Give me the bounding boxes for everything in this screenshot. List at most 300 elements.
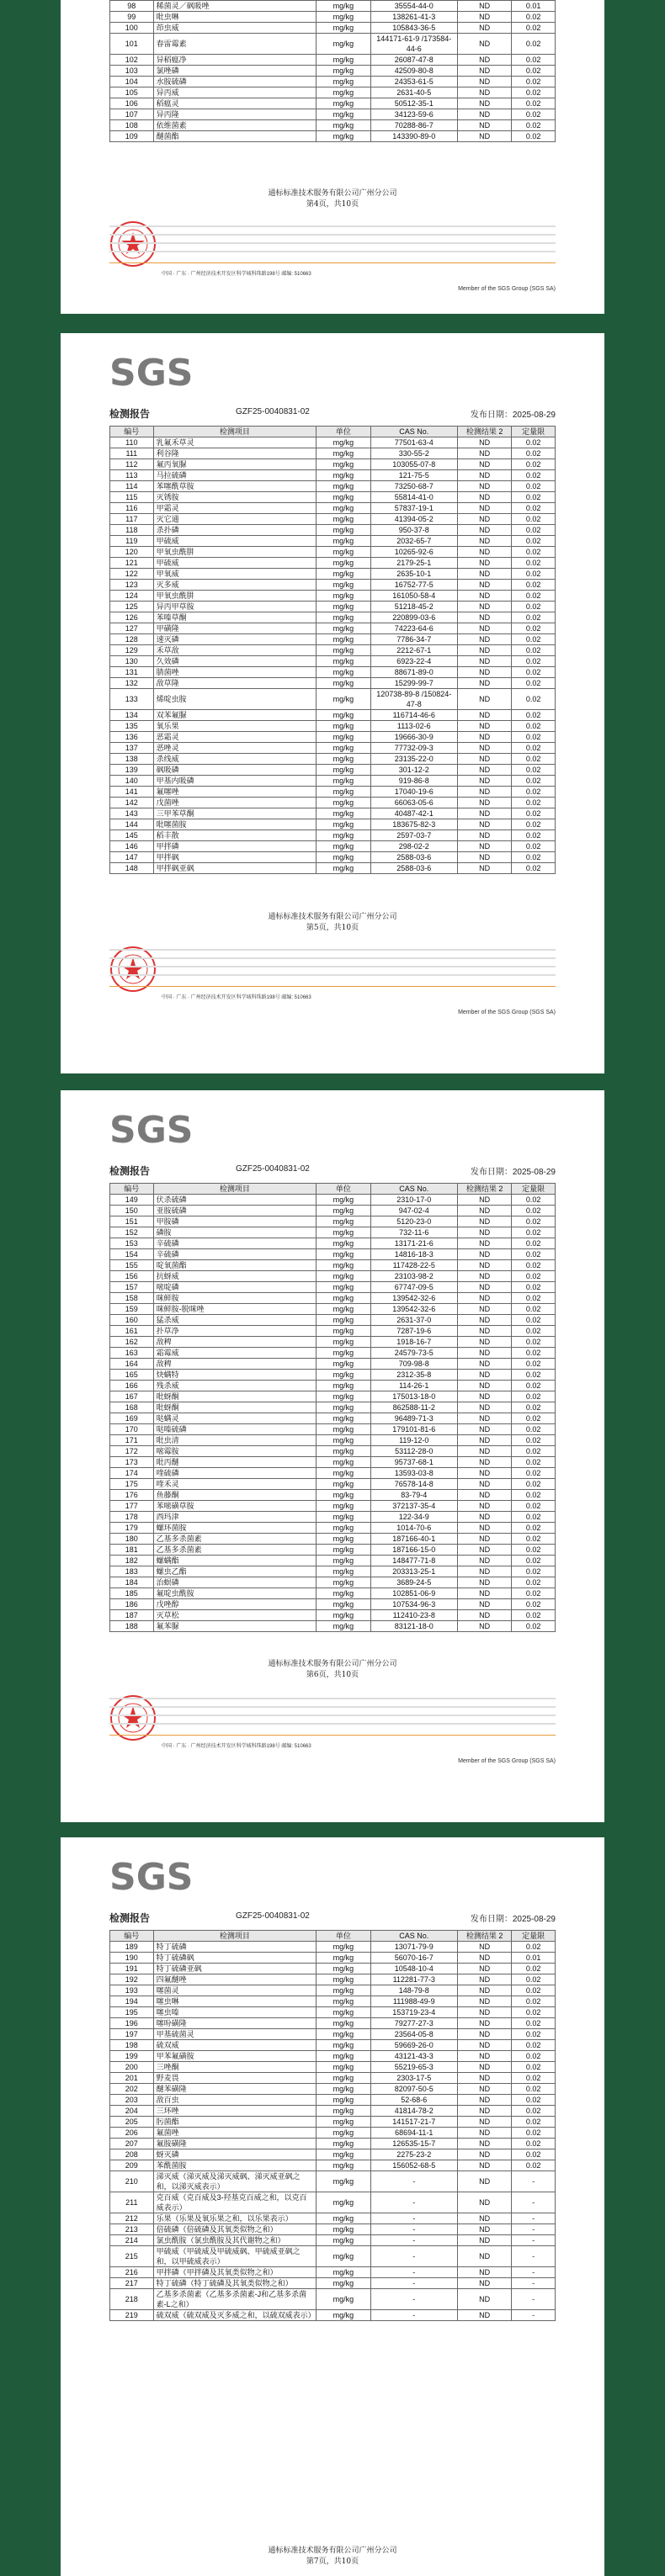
table-cell: 161050-58-4 [370, 591, 457, 602]
table-cell: 143390-89-0 [370, 131, 457, 142]
table-cell: 硫双威（硫双威及灭多威之和，以硫双威表示） [153, 2310, 317, 2321]
table-cell: 156052-68-5 [370, 2160, 457, 2171]
table-cell: mg/kg [317, 492, 371, 503]
table-cell: mg/kg [317, 547, 371, 558]
table-cell: mg/kg [317, 1468, 371, 1479]
table-cell: mg/kg [317, 470, 371, 481]
table-cell: 0.02 [512, 743, 556, 754]
table-cell: 氯唑磷 [153, 66, 317, 77]
table-cell: mg/kg [317, 1953, 371, 1964]
table-cell: 0.02 [512, 514, 556, 525]
table-cell: ND [457, 1227, 512, 1238]
table-cell: 甲拌砜亚砜 [153, 863, 317, 874]
table-cell: 0.02 [512, 612, 556, 623]
table-cell: 灭它通 [153, 514, 317, 525]
table-cell: 95737-68-1 [370, 1457, 457, 1468]
report-title: 检测报告 [109, 1165, 151, 1177]
report-header [109, 1909, 556, 1926]
table-cell: 127 [110, 623, 154, 634]
results-table-4 [109, 1930, 556, 2321]
table-cell: ND [457, 547, 512, 558]
table-cell: ND [457, 623, 512, 634]
table-row [110, 459, 556, 470]
table-cell: 0.02 [512, 667, 556, 678]
table-cell: mg/kg [317, 710, 371, 721]
table-cell: 14816-18-3 [370, 1249, 457, 1260]
report-date: 发布日期：2025-08-29 [470, 411, 556, 420]
table-cell: 0.01 [512, 1953, 556, 1964]
table-row [110, 721, 556, 732]
table-row [110, 667, 556, 678]
table-cell: 恶唑灵 [153, 743, 317, 754]
table-cell: 氯虫酰胺（氯虫酰胺及其代谢物之和） [153, 2235, 317, 2246]
table-cell: 0.02 [512, 1942, 556, 1953]
table-cell: - [512, 2171, 556, 2192]
table-cell: mg/kg [317, 2073, 371, 2084]
table-cell: 甲霜灵 [153, 503, 317, 514]
page-number: 第5页，共10页 [306, 924, 359, 932]
table-cell: 0.02 [512, 569, 556, 580]
table-cell: 121-75-5 [370, 470, 457, 481]
table-cell: mg/kg [317, 558, 371, 569]
table-cell: mg/kg [317, 602, 371, 612]
table-cell: ND [457, 1282, 512, 1293]
table-cell: mg/kg [317, 721, 371, 732]
table-cell: 199 [110, 2051, 154, 2062]
column-header: CAS No. [370, 1184, 457, 1195]
column-header: 单位 [317, 427, 371, 437]
table-cell: 恶霜灵 [153, 732, 317, 743]
table-cell: ND [457, 98, 512, 109]
divider [109, 262, 556, 263]
table-cell: - [512, 2224, 556, 2235]
table-cell: 水胺硫磷 [153, 77, 317, 87]
table-cell: 103055-07-8 [370, 459, 457, 470]
table-cell: 176 [110, 1490, 154, 1501]
table-cell: 123 [110, 580, 154, 591]
table-cell: 73250-68-7 [370, 481, 457, 492]
table-cell: 2310-17-0 [370, 1195, 457, 1206]
table-cell: 0.02 [512, 120, 556, 131]
table-cell: ND [457, 787, 512, 798]
report-title: 检测报告 [109, 408, 151, 420]
table-cell: 0.02 [512, 1534, 556, 1545]
table-cell: mg/kg [317, 765, 371, 776]
table-cell: ND [457, 1942, 512, 1953]
table-cell: ND [457, 1370, 512, 1381]
table-cell: ND [457, 55, 512, 66]
table-cell: 190 [110, 1953, 154, 1964]
table-cell: 2303-17-5 [370, 2073, 457, 2084]
table-cell: 23564-05-8 [370, 2029, 457, 2040]
table-cell: ND [457, 1, 512, 12]
table-cell: mg/kg [317, 1545, 371, 1556]
table-cell: 120 [110, 547, 154, 558]
column-header: 检测结果 2 [457, 427, 512, 437]
table-cell: mg/kg [317, 2062, 371, 2073]
table-cell: 129 [110, 645, 154, 656]
table-cell: mg/kg [317, 12, 371, 23]
table-cell: mg/kg [317, 525, 371, 536]
table-cell: mg/kg [317, 1293, 371, 1304]
table-cell: 186 [110, 1599, 154, 1610]
table-cell: 205 [110, 2117, 154, 2128]
table-cell: 喹硫磷 [153, 1468, 317, 1479]
table-cell: 103 [110, 66, 154, 77]
table-cell: mg/kg [317, 1381, 371, 1391]
table-cell: ND [457, 1534, 512, 1545]
table-cell: ND [457, 689, 512, 710]
table-row [110, 1501, 556, 1512]
table-cell: - [512, 2246, 556, 2267]
table-cell: 219 [110, 2310, 154, 2321]
table-cell: ND [457, 1985, 512, 1996]
table-cell: 0.02 [512, 1588, 556, 1599]
table-cell: ND [457, 1501, 512, 1512]
table-cell: 42509-80-8 [370, 66, 457, 77]
divider [109, 986, 556, 987]
table-cell: 0.02 [512, 1577, 556, 1588]
table-cell: 372137-35-4 [370, 1501, 457, 1512]
table-cell: 0.02 [512, 732, 556, 743]
table-cell: 24579-73-5 [370, 1348, 457, 1359]
table-cell: 0.02 [512, 1556, 556, 1566]
table-cell: 111988-49-9 [370, 1996, 457, 2007]
table-cell: 0.02 [512, 1249, 556, 1260]
table-cell: ND [457, 2106, 512, 2117]
table-cell: ND [457, 2310, 512, 2321]
table-cell: 121 [110, 558, 154, 569]
address-text: 中国 · 广东 · 广州经济技术开发区科学城科珠路198号 邮编: 510663 [162, 1744, 311, 1749]
table-cell: 709-98-8 [370, 1359, 457, 1370]
table-cell: mg/kg [317, 131, 371, 142]
table-cell: 148477-71-8 [370, 1556, 457, 1566]
table-cell: 0.02 [512, 1523, 556, 1534]
table-cell: 146 [110, 841, 154, 852]
report-page-2 [61, 333, 604, 1073]
table-cell: 1918-16-7 [370, 1337, 457, 1348]
company-name: 通标标准技术服务有限公司广州分公司 [268, 913, 397, 921]
table-cell: 双苯氟脲 [153, 710, 317, 721]
table-cell: 132 [110, 678, 154, 689]
table-cell: - [370, 2171, 457, 2192]
table-cell: mg/kg [317, 1556, 371, 1566]
table-cell: 165 [110, 1370, 154, 1381]
table-cell: 0.02 [512, 77, 556, 87]
table-cell: 301-12-2 [370, 765, 457, 776]
table-cell: 异稻瘟净 [153, 55, 317, 66]
terms-text [109, 225, 556, 227]
table-cell: - [370, 2289, 457, 2310]
report-number: GZF25-0040831-02 [236, 1164, 310, 1174]
table-cell: 193 [110, 1985, 154, 1996]
table-cell: 克百威（克百威及3-羟基克百威之和，以克百威表示） [153, 2192, 317, 2213]
table-cell: mg/kg [317, 2007, 371, 2018]
table-cell: 硫双威 [153, 2040, 317, 2051]
table-cell: ND [457, 656, 512, 667]
table-cell: 131 [110, 667, 154, 678]
table-cell: ND [457, 1446, 512, 1457]
table-cell: ND [457, 2160, 512, 2171]
table-cell: 0.02 [512, 1271, 556, 1282]
table-cell: - [370, 2235, 457, 2246]
table-cell: 191 [110, 1964, 154, 1974]
table-cell: 153719-23-4 [370, 2007, 457, 2018]
table-cell: 甲胺磷 [153, 1216, 317, 1227]
report-header [109, 1162, 556, 1179]
table-cell: 0.02 [512, 2062, 556, 2073]
table-cell: 苯酰菌胺 [153, 2160, 317, 2171]
table-cell: 947-02-4 [370, 1206, 457, 1216]
table-cell: 117428-22-5 [370, 1260, 457, 1271]
table-cell: 162 [110, 1337, 154, 1348]
table-cell: 鱼藤酮 [153, 1490, 317, 1501]
table-cell: 2032-65-7 [370, 536, 457, 547]
table-cell: - [512, 2192, 556, 2213]
table-cell: 147 [110, 852, 154, 863]
table-cell: 乙基多杀菌素（乙基多杀菌素-J和乙基多杀菌素-L之和） [153, 2289, 317, 2310]
table-cell: 0.02 [512, 503, 556, 514]
table-cell: 207 [110, 2139, 154, 2149]
table-cell: 亚胺硫磷 [153, 1206, 317, 1216]
table-row [110, 1315, 556, 1326]
table-row [110, 1402, 556, 1413]
table-cell: 喹禾灵 [153, 1479, 317, 1490]
table-cell: 204 [110, 2106, 154, 2117]
table-cell: 0.02 [512, 1512, 556, 1523]
table-row [110, 1424, 556, 1435]
table-row [110, 525, 556, 536]
table-cell: mg/kg [317, 503, 371, 514]
table-row [110, 1457, 556, 1468]
table-cell: ND [457, 1337, 512, 1348]
table-cell: mg/kg [317, 1435, 371, 1446]
table-row [110, 1337, 556, 1348]
table-cell: 异丙威 [153, 87, 317, 98]
table-cell: 0.02 [512, 841, 556, 852]
table-cell: mg/kg [317, 743, 371, 754]
table-cell: 112 [110, 459, 154, 470]
table-cell: mg/kg [317, 863, 371, 874]
table-cell: 0.02 [512, 1996, 556, 2007]
table-cell: ND [457, 1293, 512, 1304]
company-name: 通标标准技术服务有限公司广州分公司 [268, 189, 397, 198]
table-cell: 0.02 [512, 525, 556, 536]
table-row [110, 1271, 556, 1282]
table-row [110, 1260, 556, 1271]
table-cell: 2312-35-8 [370, 1370, 457, 1381]
table-cell: 0.02 [512, 1348, 556, 1359]
table-cell: ND [457, 23, 512, 34]
table-cell: ND [457, 1359, 512, 1370]
table-cell: - [370, 2278, 457, 2289]
table-cell: mg/kg [317, 34, 371, 55]
table-row [110, 863, 556, 874]
table-cell: 0.02 [512, 1293, 556, 1304]
report-page-1 [61, 0, 604, 314]
table-cell: ND [457, 1523, 512, 1534]
table-cell: 甲氧虫酰肼 [153, 591, 317, 602]
table-cell: 2631-40-5 [370, 87, 457, 98]
table-cell: mg/kg [317, 1942, 371, 1953]
table-cell: ND [457, 1457, 512, 1468]
table-row [110, 1249, 556, 1260]
table-cell: 敌草隆 [153, 678, 317, 689]
table-row [110, 2289, 556, 2310]
table-cell: ND [457, 1599, 512, 1610]
table-cell: ND [457, 1238, 512, 1249]
table-row [110, 558, 556, 569]
table-cell: 0.02 [512, 1359, 556, 1370]
table-cell: 217 [110, 2278, 154, 2289]
table-row [110, 514, 556, 525]
terms-text [109, 242, 556, 244]
table-cell: ND [457, 1260, 512, 1271]
table-cell: 0.02 [512, 2029, 556, 2040]
table-cell: 吡蚜酮 [153, 1391, 317, 1402]
table-cell: ND [457, 645, 512, 656]
table-cell: ND [457, 34, 512, 55]
table-cell: 163 [110, 1348, 154, 1359]
table-cell: 202 [110, 2084, 154, 2095]
table-cell: 0.02 [512, 459, 556, 470]
table-cell: 142 [110, 798, 154, 808]
table-cell: 0.02 [512, 2007, 556, 2018]
table-cell: - [370, 2246, 457, 2267]
table-cell: 40487-42-1 [370, 808, 457, 819]
table-cell: 异丙甲草胺 [153, 602, 317, 612]
table-row [110, 2139, 556, 2149]
table-cell: 磷胺 [153, 1227, 317, 1238]
member-text: Member of the SGS Group (SGS SA) [458, 1758, 556, 1764]
table-row [110, 1348, 556, 1359]
table-cell: 179101-81-6 [370, 1424, 457, 1435]
table-cell: 0.02 [512, 2051, 556, 2062]
table-cell: 灭多威 [153, 580, 317, 591]
table-row [110, 448, 556, 459]
table-cell: mg/kg [317, 580, 371, 591]
table-cell: 43121-43-3 [370, 2051, 457, 2062]
table-cell: 0.02 [512, 765, 556, 776]
table-cell: 0.02 [512, 1501, 556, 1512]
table-row [110, 1435, 556, 1446]
table-cell: 2179-25-1 [370, 558, 457, 569]
table-cell: mg/kg [317, 98, 371, 109]
terms-text [109, 234, 556, 236]
table-cell: mg/kg [317, 1413, 371, 1424]
table-cell: mg/kg [317, 1249, 371, 1260]
table-cell: 155 [110, 1260, 154, 1271]
table-cell: 0.02 [512, 852, 556, 863]
table-cell: 178 [110, 1512, 154, 1523]
table-cell: 154 [110, 1249, 154, 1260]
table-cell: ND [457, 109, 512, 120]
table-cell: ND [457, 1512, 512, 1523]
report-number: GZF25-0040831-02 [236, 407, 310, 416]
table-cell: ND [457, 66, 512, 77]
table-cell: 192 [110, 1974, 154, 1985]
table-cell: 氟菌唑 [153, 2128, 317, 2139]
table-cell: 氟胺磺隆 [153, 2139, 317, 2149]
table-row [110, 689, 556, 710]
terms-text [109, 251, 556, 252]
table-cell: 104 [110, 77, 154, 87]
table-cell: mg/kg [317, 1348, 371, 1359]
table-cell: ND [457, 459, 512, 470]
table-cell: mg/kg [317, 623, 371, 634]
table-cell: 0.02 [512, 2160, 556, 2171]
table-cell: 0.02 [512, 87, 556, 98]
terms-text [109, 1706, 556, 1708]
table-cell: mg/kg [317, 678, 371, 689]
table-cell: 109 [110, 131, 154, 142]
table-cell: 143 [110, 808, 154, 819]
table-cell: 咪鲜胺 [153, 1293, 317, 1304]
column-header: 编号 [110, 1931, 154, 1942]
table-cell: 0.02 [512, 470, 556, 481]
table-cell: 哒嗪硫磷 [153, 1424, 317, 1435]
table-row [110, 77, 556, 87]
table-header-row [110, 1931, 556, 1942]
table-cell: 34123-59-6 [370, 109, 457, 120]
table-cell: 107 [110, 109, 154, 120]
table-cell: ND [457, 448, 512, 459]
table-cell: 马拉硫磷 [153, 470, 317, 481]
table-cell: 氟丙氧脲 [153, 459, 317, 470]
table-row [110, 1577, 556, 1588]
table-cell: 150 [110, 1206, 154, 1216]
table-cell: ND [457, 1621, 512, 1632]
report-date: 发布日期：2025-08-29 [470, 1915, 556, 1924]
table-cell: ND [457, 798, 512, 808]
table-cell: 218 [110, 2289, 154, 2310]
table-row [110, 1566, 556, 1577]
table-cell: ND [457, 503, 512, 514]
table-row [110, 2018, 556, 2029]
table-cell: ND [457, 1556, 512, 1566]
table-cell: 0.02 [512, 2117, 556, 2128]
table-cell: 169 [110, 1413, 154, 1424]
table-row [110, 2084, 556, 2095]
table-cell: 194 [110, 1996, 154, 2007]
table-cell: 128 [110, 634, 154, 645]
column-header: CAS No. [370, 1931, 457, 1942]
table-cell: mg/kg [317, 656, 371, 667]
table-cell: mg/kg [317, 1621, 371, 1632]
table-cell: mg/kg [317, 2139, 371, 2149]
results-table-1 [109, 0, 556, 142]
table-cell: mg/kg [317, 830, 371, 841]
table-cell: 0.02 [512, 2040, 556, 2051]
sgs-logo [109, 1856, 194, 1896]
table-cell: ND [457, 841, 512, 852]
table-cell: 甲拌砜 [153, 852, 317, 863]
table-cell: 0.02 [512, 1610, 556, 1621]
column-header: 单位 [317, 1184, 371, 1195]
table-cell: 0.02 [512, 98, 556, 109]
table-cell: 187166-15-0 [370, 1545, 457, 1556]
table-cell: 禾草敌 [153, 645, 317, 656]
table-row [110, 2235, 556, 2246]
table-cell: 139542-32-6 [370, 1293, 457, 1304]
sgs-logo-text: SGS [109, 352, 194, 392]
column-header: 检测项目 [153, 1931, 317, 1942]
table-row [110, 536, 556, 547]
table-cell: 吡噻菌胺 [153, 819, 317, 830]
table-cell: 2597-03-7 [370, 830, 457, 841]
table-cell: mg/kg [317, 852, 371, 863]
table-row [110, 1227, 556, 1238]
